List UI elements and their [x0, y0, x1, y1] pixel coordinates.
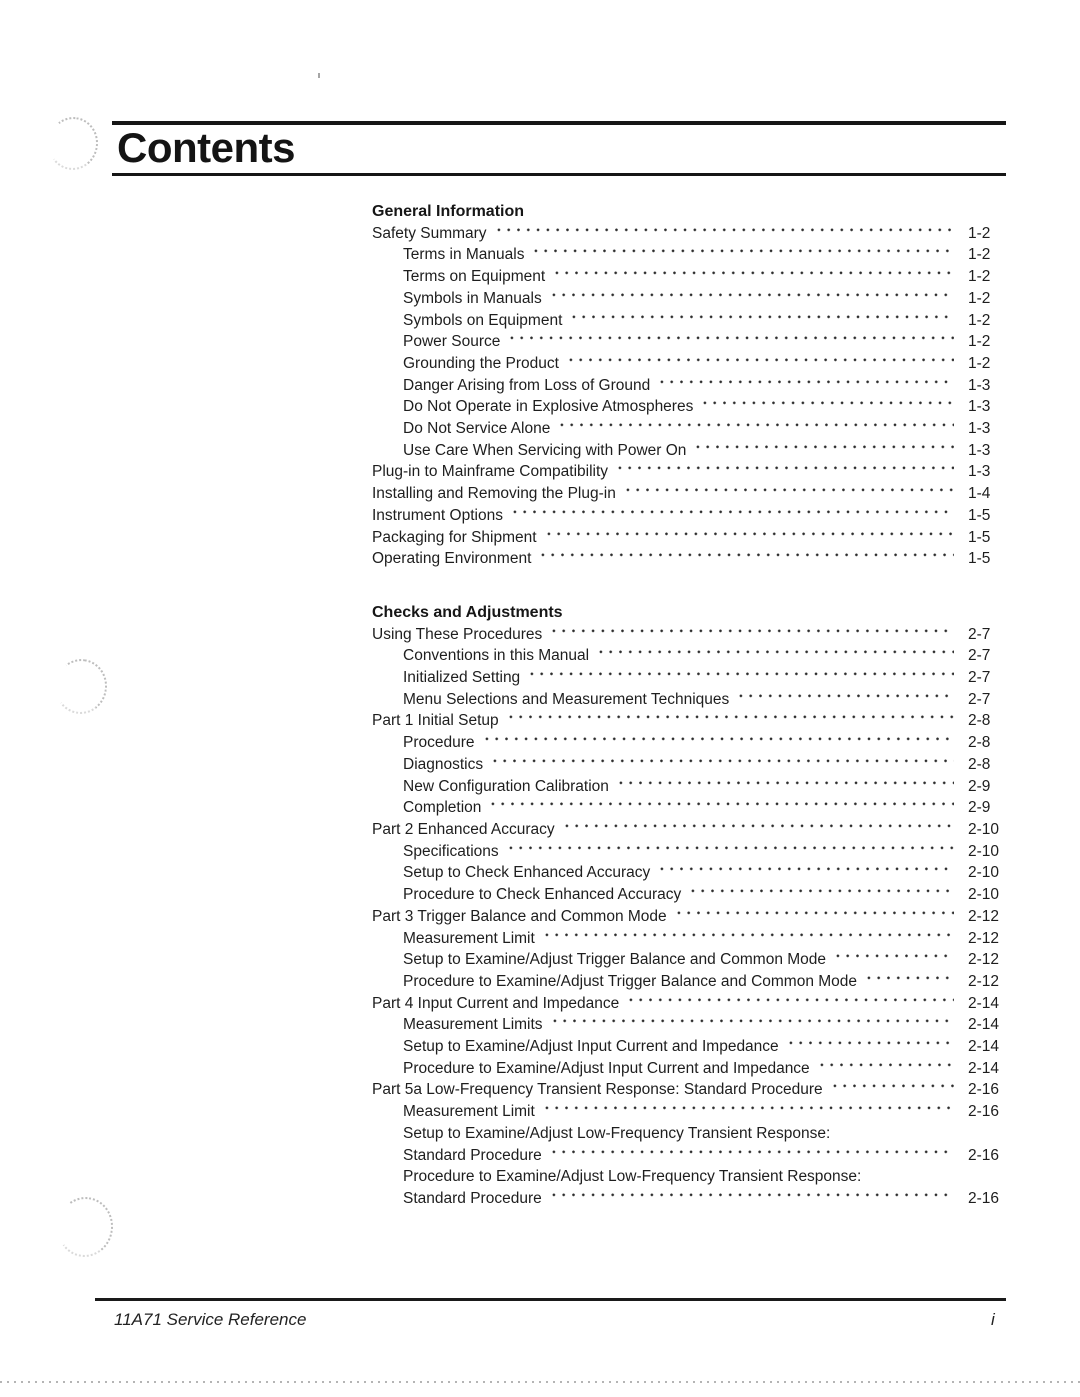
- toc-entry: [372, 624, 1008, 646]
- toc-entry-label: Procedure to Examine/Adjust Trigger Balance and Common Mode: [403, 972, 858, 990]
- toc-leader-dots: [569, 310, 954, 332]
- toc-entry: [372, 949, 1008, 971]
- toc-entry: [372, 1014, 1008, 1036]
- toc-leader-dots: [531, 244, 954, 266]
- toc-leader-dots: [616, 776, 954, 798]
- toc-entry-label: New Configuration Calibration: [403, 777, 609, 795]
- toc-entry-page: 1-3: [968, 420, 991, 438]
- toc-leader-dots: [693, 440, 954, 462]
- toc-leader-dots: [562, 819, 954, 841]
- toc-entry-label: Do Not Operate in Explosive Atmospheres: [403, 398, 694, 416]
- toc-entry-label: Operating Environment: [372, 550, 532, 568]
- toc-entry: [372, 223, 1008, 245]
- toc-leader-dots: [510, 505, 954, 527]
- toc-leader-dots: [488, 797, 954, 819]
- toc-entry: [372, 732, 1008, 754]
- toc-entry-label: Procedure to Check Enhanced Accuracy: [403, 886, 682, 904]
- toc-leader-dots: [833, 949, 954, 971]
- toc-entry-page: 2-8: [968, 712, 991, 730]
- toc-entry-page: 1-5: [968, 528, 991, 546]
- toc-leader-dots: [596, 645, 954, 667]
- toc-entry: [372, 288, 1008, 310]
- scan-circle-artifact: [51, 656, 110, 718]
- toc-entry-label: Do Not Service Alone: [403, 420, 551, 438]
- toc-entry-page: 1-2: [968, 268, 991, 286]
- toc-entry-page: 2-16: [968, 1103, 1000, 1121]
- toc-entry-label: Part 4 Input Current and Impedance: [372, 994, 620, 1012]
- toc-entry-label: Using These Procedures: [372, 625, 543, 643]
- toc-entry-label: Danger Arising from Loss of Ground: [403, 376, 651, 394]
- toc-leader-dots: [542, 928, 954, 950]
- toc-entry-page: 2-16: [968, 1081, 1000, 1099]
- toc-entry: [372, 1188, 1008, 1210]
- toc-entry-label: Part 1 Initial Setup: [372, 712, 499, 730]
- toc-entry: [372, 993, 1008, 1015]
- toc-entry-page: 2-12: [968, 972, 1000, 990]
- toc-entry-page: 2-10: [968, 864, 1000, 882]
- toc-entry: [372, 375, 1008, 397]
- toc-leader-dots: [494, 223, 954, 245]
- toc-leader-dots: [786, 1036, 954, 1058]
- toc-leader-dots: [864, 971, 954, 993]
- toc-entry-page: 1-3: [968, 441, 991, 459]
- toc-entry-label: Grounding the Product: [403, 354, 559, 372]
- toc-section-heading: Checks and Adjustments: [372, 603, 563, 621]
- toc-entry: [372, 527, 1008, 549]
- toc-leader-dots: [552, 266, 954, 288]
- toc-leader-dots: [688, 884, 954, 906]
- toc-entry-label: Part 2 Enhanced Accuracy: [372, 820, 555, 838]
- footer-page-number: i: [991, 1310, 995, 1329]
- toc-entry-label: Setup to Examine/Adjust Low-Frequency Transient Response:: [403, 1124, 831, 1142]
- toc-entry-page: 1-5: [968, 550, 991, 568]
- toc-entry: [372, 645, 1008, 667]
- toc-entry: [372, 461, 1008, 483]
- toc-entry-page: 1-4: [968, 485, 991, 503]
- toc-entry: [372, 310, 1008, 332]
- toc-entry-page: 2-16: [968, 1189, 1000, 1207]
- toc-leader-dots: [657, 375, 954, 397]
- scan-circle-artifact: [53, 1193, 117, 1260]
- toc-entry-label: Instrument Options: [372, 506, 503, 524]
- toc-entry: [372, 1123, 1008, 1145]
- toc-entry-label: Measurement Limit: [403, 929, 535, 947]
- toc-leader-dots: [482, 732, 954, 754]
- toc-entry-page: 2-10: [968, 820, 1000, 838]
- toc-entry-label: Procedure to Examine/Adjust Input Current and Impedance: [403, 1059, 810, 1077]
- toc-entry-label: Setup to Examine/Adjust Input Current and Impedance: [403, 1038, 779, 1056]
- toc-leader-dots: [549, 288, 954, 310]
- toc-entry: [372, 353, 1008, 375]
- toc-leader-dots: [527, 667, 954, 689]
- toc-entry-label: Standard Procedure: [403, 1146, 542, 1164]
- toc-entry: [372, 906, 1008, 928]
- toc-entry-label: Menu Selections and Measurement Techniques: [403, 690, 730, 708]
- toc-entry-label: Power Source: [403, 333, 501, 351]
- toc-entry: [372, 548, 1008, 570]
- toc-entry-label: Use Care When Servicing with Power On: [403, 441, 687, 459]
- toc-entry-page: 1-2: [968, 354, 991, 372]
- toc-leader-dots: [549, 1188, 954, 1210]
- toc-entry-page: 1-2: [968, 224, 991, 242]
- toc-entry-label: Procedure: [403, 734, 475, 752]
- toc-leader-dots: [507, 331, 954, 353]
- toc-entry-label: Procedure to Examine/Adjust Low-Frequency Transient Response:: [403, 1168, 862, 1186]
- toc-entry-label: Setup to Check Enhanced Accuracy: [403, 864, 651, 882]
- toc-leader-dots: [830, 1079, 954, 1101]
- toc-section-heading: General Information: [372, 203, 525, 220]
- toc-entry-page: 2-14: [968, 1038, 1000, 1056]
- toc-entry: [372, 884, 1008, 906]
- toc-entry-page: 2-8: [968, 755, 991, 773]
- toc-entry-label: Part 5a Low-Frequency Transient Response: Standard Procedure: [372, 1081, 823, 1099]
- toc-entry-page: 2-14: [968, 994, 1000, 1012]
- toc-leader-dots: [700, 396, 954, 418]
- toc-entry: [372, 841, 1008, 863]
- toc-entry-page: 2-10: [968, 842, 1000, 860]
- toc-entry-page: 1-2: [968, 333, 991, 351]
- toc-entry-label: Symbols in Manuals: [403, 289, 542, 307]
- toc-entry: [372, 505, 1008, 527]
- toc-leader-dots: [506, 710, 954, 732]
- toc-leader-dots: [623, 483, 954, 505]
- toc-entry-label: Installing and Removing the Plug-in: [372, 485, 616, 503]
- toc-entry-label: Diagnostics: [403, 755, 484, 773]
- toc-entry-label: Terms in Manuals: [403, 246, 525, 264]
- toc-entry-page: 2-7: [968, 647, 991, 665]
- toc-entry-page: 2-12: [968, 907, 1000, 925]
- toc-entry-page: 1-2: [968, 289, 991, 307]
- toc-entry-label: Conventions in this Manual: [403, 647, 590, 665]
- toc-leader-dots: [557, 418, 954, 440]
- toc-entry-label: Measurement Limit: [403, 1103, 535, 1121]
- toc-leader-dots: [490, 754, 954, 776]
- toc-leader-dots: [626, 993, 954, 1015]
- toc-leader-dots: [736, 689, 954, 711]
- toc-entry-page: 2-9: [968, 777, 991, 795]
- scan-speck: [318, 73, 320, 78]
- toc-entry: [372, 396, 1008, 418]
- toc-leader-dots: [506, 841, 954, 863]
- toc-entry-page: 2-7: [968, 669, 991, 687]
- toc-entry-page: 2-14: [968, 1059, 1000, 1077]
- toc-entry-page: 1-3: [968, 376, 991, 394]
- toc-entry-page: 1-3: [968, 398, 991, 416]
- toc-entry: [372, 1079, 1008, 1101]
- toc-entry-page: 2-7: [968, 690, 991, 708]
- toc-leader-dots: [542, 1101, 954, 1123]
- toc-entry: [372, 483, 1008, 505]
- toc-entry-label: Terms on Equipment: [403, 268, 546, 286]
- toc-entry-label: Completion: [403, 799, 482, 817]
- footer-document-title: 11A71 Service Reference: [114, 1310, 307, 1329]
- toc-entry-label: Standard Procedure: [403, 1189, 542, 1207]
- toc-entry-label: Safety Summary: [372, 224, 487, 242]
- toc-entry: [372, 1036, 1008, 1058]
- toc-leader-dots: [549, 624, 954, 646]
- toc-entry-page: 2-10: [968, 886, 1000, 904]
- toc-leader-dots: [550, 1014, 954, 1036]
- toc-entry: [372, 971, 1008, 993]
- toc-entry: [372, 331, 1008, 353]
- toc-entry-label: Symbols on Equipment: [403, 311, 563, 329]
- toc-entry: [372, 1058, 1008, 1080]
- toc-entry-page: 1-3: [968, 463, 991, 481]
- toc-entry-label: Part 3 Trigger Balance and Common Mode: [372, 907, 667, 925]
- toc-leader-dots: [615, 461, 954, 483]
- toc-leader-dots: [817, 1058, 954, 1080]
- toc-entry-page: 1-5: [968, 506, 991, 524]
- toc-entry: [372, 244, 1008, 266]
- toc-entry-label: Initialized Setting: [403, 669, 521, 687]
- toc-entry-page: 2-12: [968, 951, 1000, 969]
- toc-leader-dots: [549, 1145, 954, 1167]
- toc-entry: [372, 797, 1008, 819]
- toc-leader-dots: [674, 906, 954, 928]
- scan-circle-artifact: [45, 114, 102, 173]
- toc-entry-page: 2-16: [968, 1146, 1000, 1164]
- toc-entry-label: Specifications: [403, 842, 499, 860]
- toc-entry: [372, 689, 1008, 711]
- toc-entry: [372, 928, 1008, 950]
- toc-leader-dots: [657, 862, 954, 884]
- toc-entry: [372, 440, 1008, 462]
- toc-entry: [372, 266, 1008, 288]
- toc-entry-label: Setup to Examine/Adjust Trigger Balance and Common Mode: [403, 951, 827, 969]
- toc-entry-page: 2-7: [968, 625, 991, 643]
- toc-entry-page: 2-9: [968, 799, 991, 817]
- toc-entry: [372, 776, 1008, 798]
- toc-entry: [372, 1166, 1008, 1188]
- toc-leader-dots: [538, 548, 954, 570]
- toc-entry-page: 2-12: [968, 929, 1000, 947]
- toc-section: [372, 602, 1008, 1210]
- table-of-contents: [372, 201, 1008, 1210]
- toc-entry: [372, 667, 1008, 689]
- toc-entry: [372, 862, 1008, 884]
- scan-noise-line: [0, 1381, 1080, 1383]
- toc-entry-label: Measurement Limits: [403, 1016, 543, 1034]
- toc-entry-page: 2-14: [968, 1016, 1000, 1034]
- toc-section: [372, 201, 1008, 570]
- page-title: Contents: [117, 124, 295, 171]
- toc-entry: [372, 418, 1008, 440]
- toc-entry-label: Plug-in to Mainframe Compatibility: [372, 463, 609, 481]
- toc-entry: [372, 1145, 1008, 1167]
- toc-leader-dots: [566, 353, 954, 375]
- toc-entry-page: 1-2: [968, 246, 991, 264]
- toc-entry: [372, 710, 1008, 732]
- footer-rule: [95, 1298, 1006, 1301]
- toc-leader-dots: [544, 527, 954, 549]
- toc-entry-page: 2-8: [968, 734, 991, 752]
- header-bottom-rule: [112, 173, 1006, 176]
- toc-entry-page: 1-2: [968, 311, 991, 329]
- toc-entry: [372, 1101, 1008, 1123]
- toc-entry: [372, 819, 1008, 841]
- toc-entry: [372, 754, 1008, 776]
- toc-entry-label: Packaging for Shipment: [372, 528, 537, 546]
